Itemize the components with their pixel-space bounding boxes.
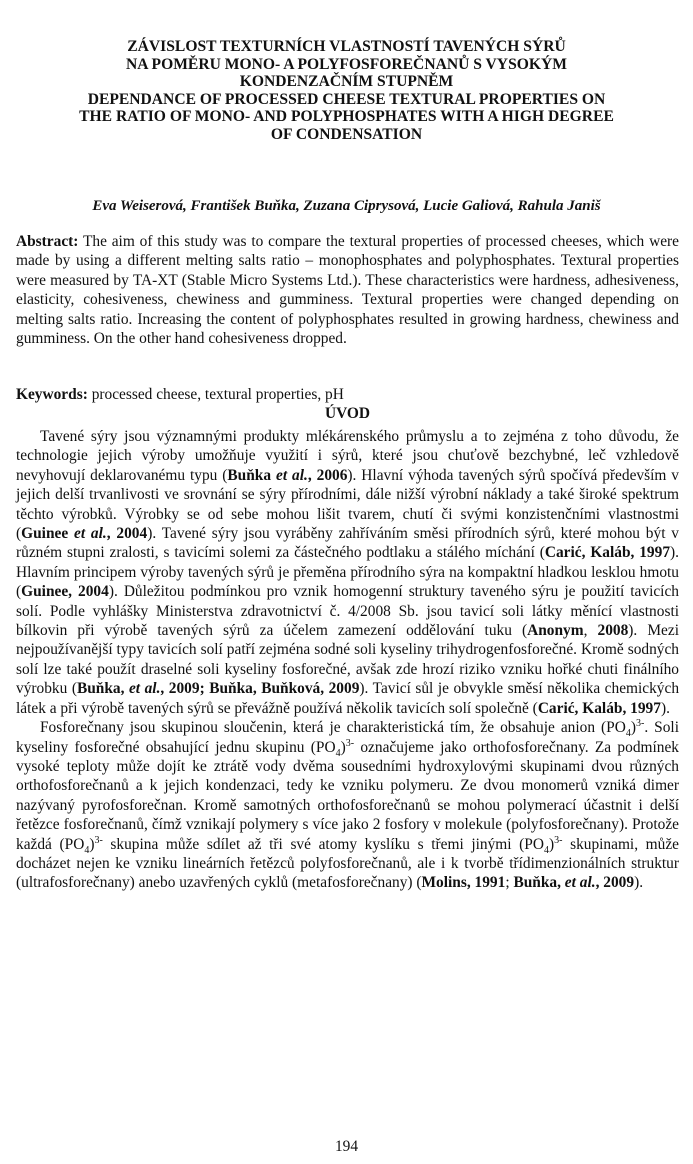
text-run: označujeme jako orthofosforečnany. Za podmínek vysoké teploty může dojít ke ztrátě vody dvěma sousedními hydroxylovými skupinami dvou různých orthofosforečnanů a k jejich kondenzaci, tedy ke vzniku polymeru. Ze dvou monomerů vzniká dimer nazývaný pyrofosforečnan. Kromě samotných orthofosforečnanů se mohou polymerací účastnit i delší řetězce fosforečnanů, čímž vznikají polymery s více jako 2 fosfory v molekule (polyfosforečnany). Protože každá (PO (16, 738, 679, 853)
citation-text: Guinee, 2004 (21, 583, 109, 601)
body-text (16, 427, 679, 893)
subscript: 4 (335, 747, 341, 759)
paragraph (16, 718, 679, 893)
keywords-text: processed cheese, textural properties, pH (91, 386, 344, 403)
title-english-line-1: DEPENDANCE OF PROCESSED CHEESE TEXTURAL PROPERTIES ON (87, 90, 606, 108)
citation-text: Guinee (21, 525, 74, 543)
citation-text: 2008 (597, 622, 629, 640)
citation-text: , 2009 (595, 874, 635, 892)
citation-text: Buňka, (76, 680, 129, 698)
superscript: 3- (94, 834, 103, 846)
text-run: ). Hlavní výhoda tavených sýrů spočívá především v jejich delší trvanlivosti ve srovnání se sýry přírodními, dále nižší výrobní náklady a také široké spektrum těchto výrobků. Výrobky se od sebe mohou lišit tvarem, chutí či svými konzistenčními vlastnostmi ( (16, 466, 679, 543)
text-run: , (583, 622, 598, 640)
superscript: 3- (554, 834, 563, 846)
citation-text: et al. (74, 525, 107, 543)
abstract-text: The aim of this study was to compare the textural properties of processed cheeses, which were made by using a different melting salts ratio – monophosphates and polyphosphates. Textural properties were measured by TA-XT (Stable Micro Systems Ltd.). These characteristics were hardness, adhesiveness, elasticity, cohesiveness, chewiness and gumminess. Textural properties were changed depending on melting salts ratio. Increasing the content of polyphosphates resulted in growing hardness, chewiness and gumminess. On the other hand cohesiveness dropped. (16, 233, 679, 348)
superscript: 3- (345, 737, 355, 749)
section-heading: ÚVOD (324, 405, 370, 422)
citation-text: Buňka (227, 466, 276, 484)
subscript: 4 (84, 844, 90, 856)
text-run: skupina může sdílet až tři své atomy kyslíku s třemi jinými (PO (102, 835, 544, 853)
citation-text: et al. (275, 466, 308, 484)
text-run: ). (660, 699, 670, 717)
text-run: ; (505, 874, 514, 892)
text-run: skupinami, může docházet nejen ke vzniku lineárních řetězců polyfosforečnanů, ale i k tvorbě třídimenzionálních struktur (ultrafosforečnany) anebo uzavřených cyklů (metafosforečnany) ( (16, 835, 680, 892)
text-run: ) (89, 835, 95, 853)
text-run: ). Tavené sýry jsou vyráběny zahříváním směsi přírodních sýrů, které mohou být v různém stupni zralosti, s tavicími solemi za částečného podtlaku a stálého míchání ( (16, 525, 679, 562)
text-run: ). (634, 874, 644, 892)
superscript: 3- (635, 717, 645, 729)
citation-text: et al. (128, 680, 161, 698)
page-number: 194 (334, 1138, 359, 1155)
text-run: ). Důležitou podmínkou pro vznik homogenní struktury taveného sýru je použití tavicích solí. Podle vyhlášky Ministerstva zdravotnictví č. 4/2008 Sb. jsou tavicí soli látky měnící vlastnosti bílkovin při výrobě tavených sýrů za účelem zamezení oddělování tuku ( (16, 583, 679, 640)
text-run: ) (340, 738, 346, 756)
text-run: ). Tavicí sůl je obvykle směsí několika chemických látek a při výrobě tavených sýrů se převážně používá několik tavicích solí společně ( (16, 680, 680, 717)
citation-text: Anonym (527, 622, 584, 640)
title-czech-line-1: ZÁVISLOST TEXTURNÍCH VLASTNOSTÍ TAVENÝCH SÝRŮ (127, 38, 566, 55)
title-english-line-2: THE RATIO OF MONO- AND POLYPHOSPHATES WITH A HIGH DEGREE (79, 108, 614, 126)
title-czech-line-2: NA POMĚRU MONO- A POLYFOSFOREČNANŮ S VYSOKÝM (126, 55, 567, 73)
citation-text: Carić, Kaláb, 1997 (544, 544, 671, 562)
citation-text: Molins, 1991 (421, 874, 506, 892)
keywords-label: Keywords: (16, 386, 88, 403)
title-czech-line-3: KONDENZAČNÍM STUPNĚM (239, 73, 454, 91)
keywords (16, 385, 679, 404)
text-run: ). Mezi nejpoužívanější typy tavicích solí patří zejména sodné soli kyseliny trihydrogenfosforečné. Kromě sodných solí lze také použít draselné soli kyseliny fosforečné, avšak zde hrozí riziko vzniku hořké chuti finálního výrobku ( (16, 622, 679, 698)
citation-text: Buňka, (513, 874, 565, 892)
citation-text: Carić, Kaláb, 1997 (537, 699, 661, 717)
subscript: 4 (625, 728, 631, 740)
title-english-line-3: OF CONDENSATION (270, 125, 423, 143)
subscript: 4 (543, 844, 549, 856)
text-run: ) (630, 719, 636, 737)
text-run: . Soli kyseliny fosforečné obsahující jednu skupinu (PO (16, 719, 679, 756)
text-run: ) (548, 835, 555, 853)
text-run: Fosforečnany jsou skupinou sloučenin, která je charakteristická tím, že obsahuje anion (PO (40, 719, 626, 737)
paragraph (16, 427, 679, 718)
citation-text: et al. (564, 874, 596, 892)
abstract-label: Abstract: (16, 233, 79, 250)
text-run: ). Hlavním principem výroby tavených sýrů je přeměna přírodního sýra na kompaktní hladkou lesklou hmotu ( (16, 544, 680, 601)
paper-title (18, 38, 675, 144)
citation-text: , 2009; Buňka, Buňková, 2009 (160, 680, 360, 698)
author-list: Eva Weiserová, František Buňka, Zuzana Ciprysová, Lucie Galiová, Rahula Janiš (92, 198, 601, 214)
abstract (16, 232, 679, 348)
citation-text: , 2004 (106, 525, 148, 543)
citation-text: , 2006 (307, 466, 348, 484)
text-run: Tavené sýry jsou významnými produkty mlékárenského průmyslu a to zejména z toho důvodu, že technologie jejich výroby umožňuje využití i sýrů, které jsou chuťově bezchybné, leč vzhledově nevyhovují deklarovanému typu ( (16, 428, 679, 484)
